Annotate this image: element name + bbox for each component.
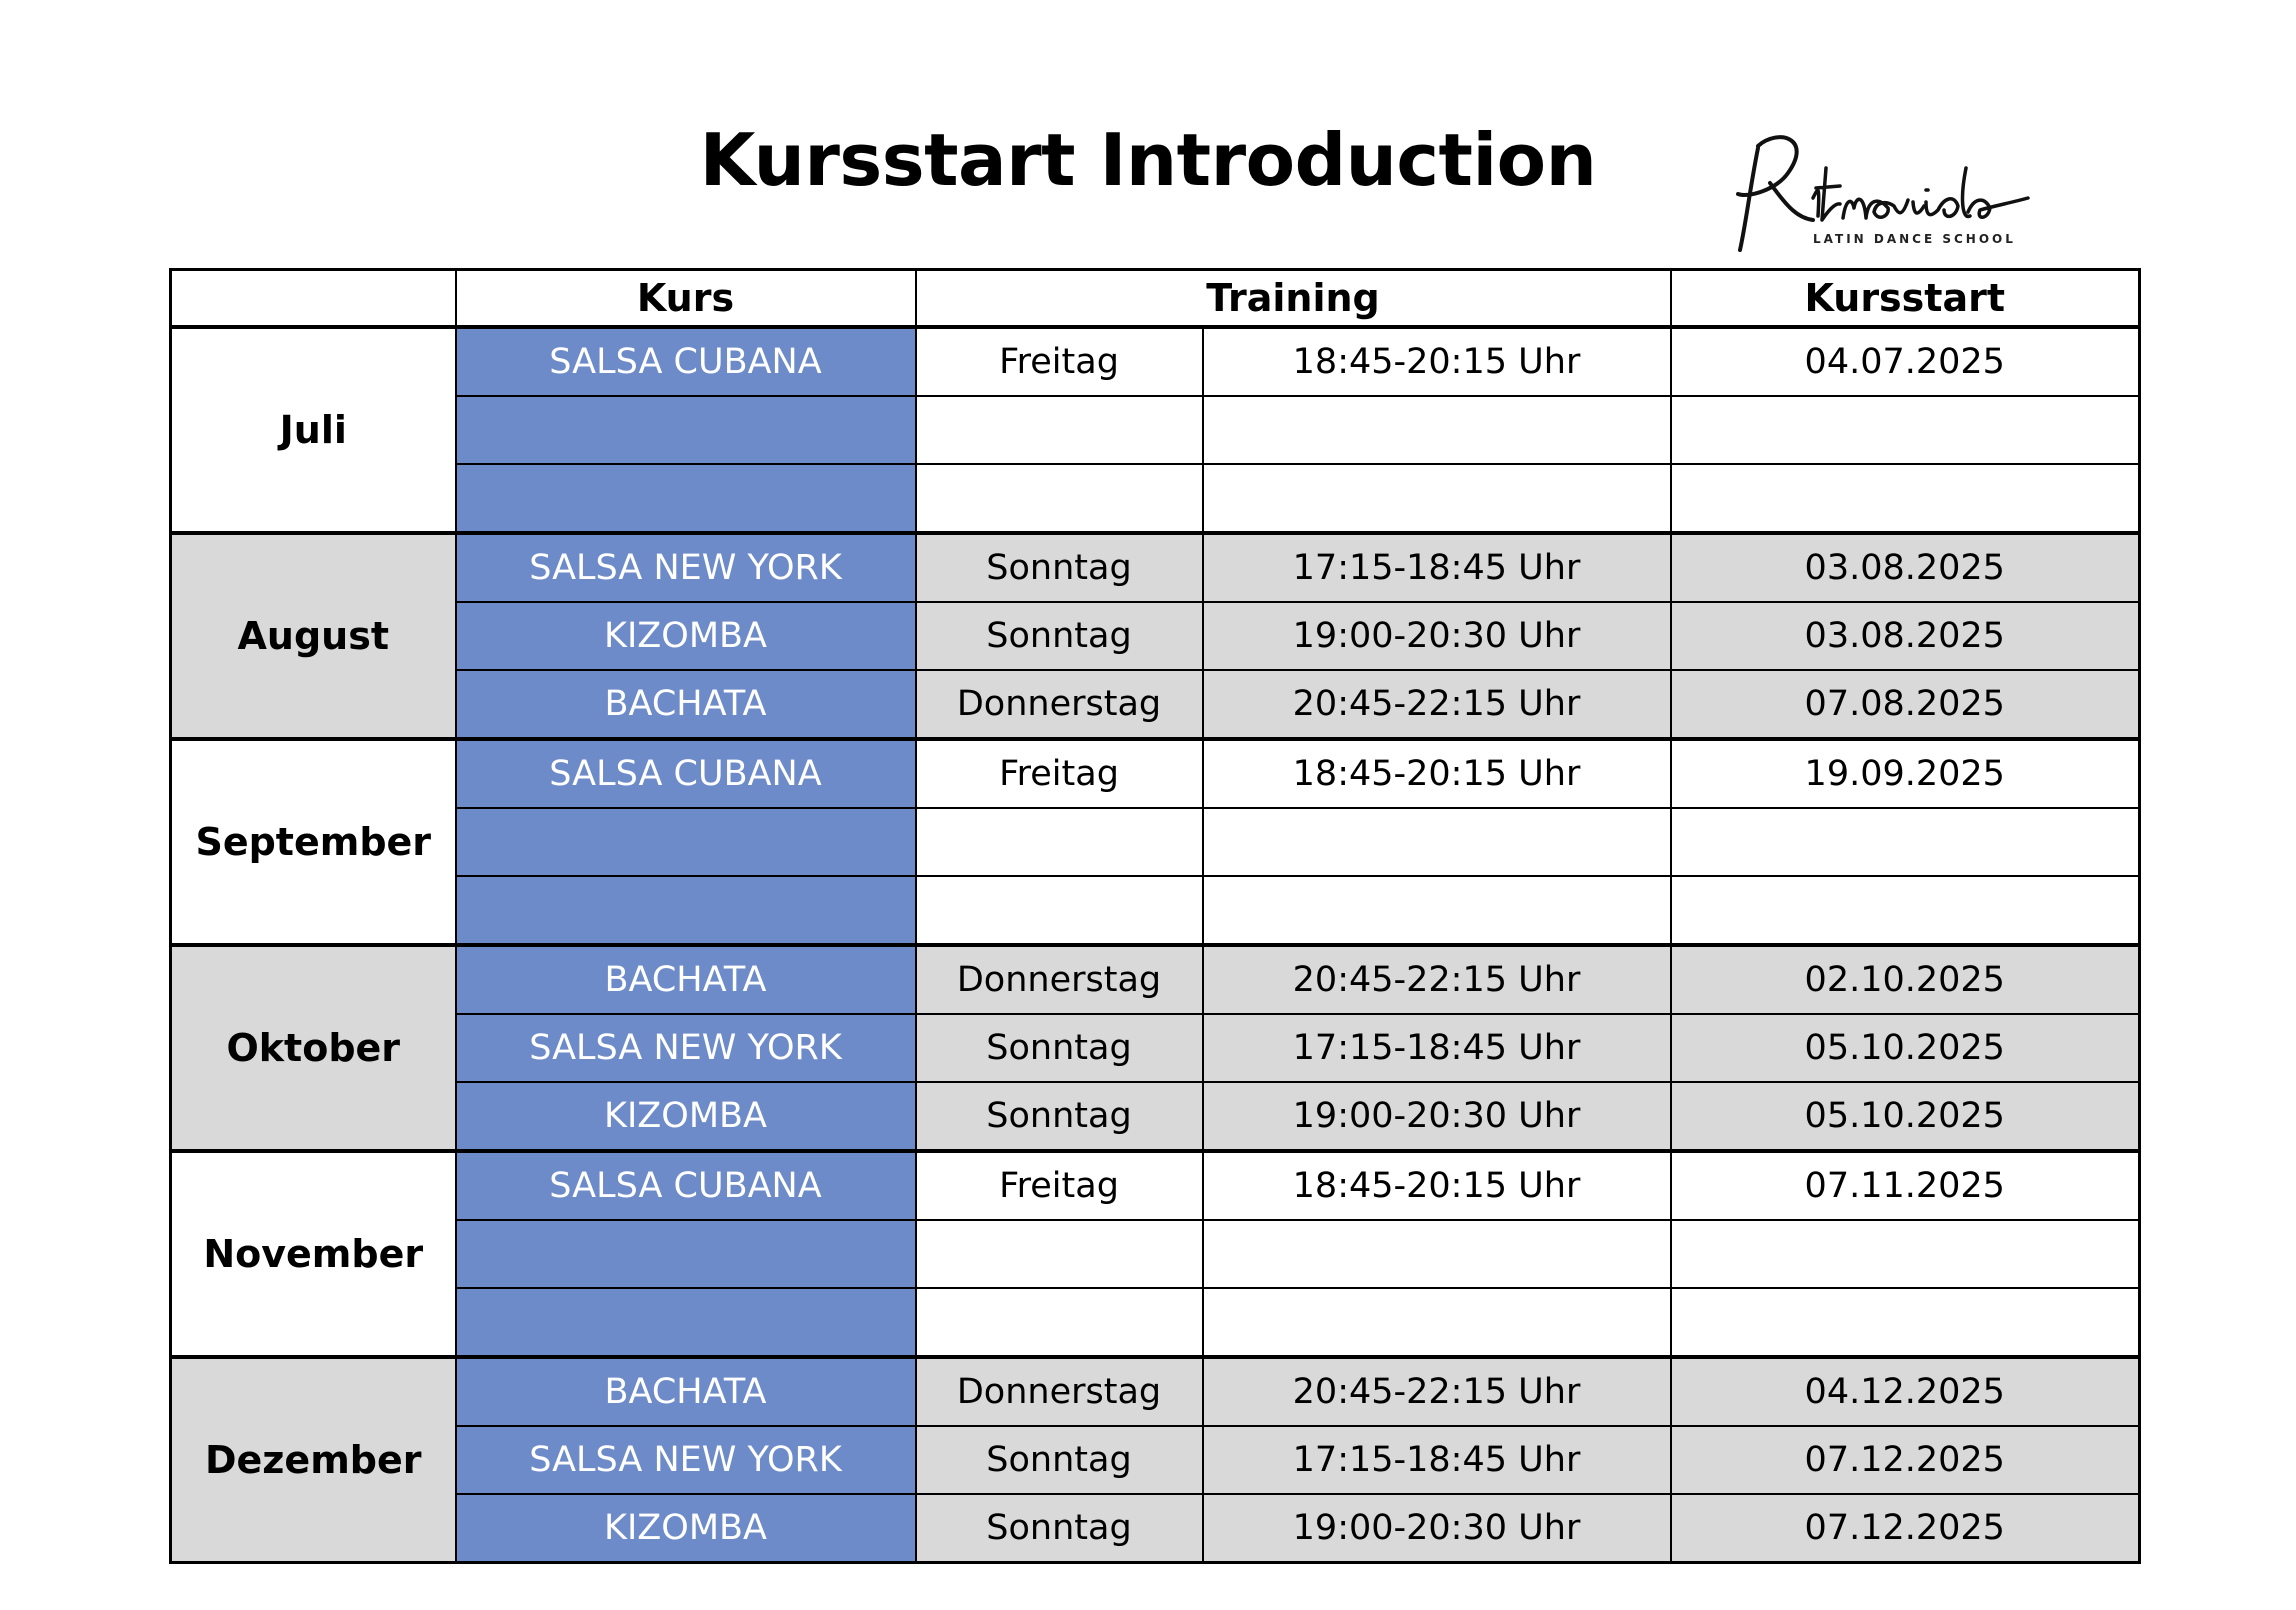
course-cell bbox=[456, 396, 916, 464]
table-row bbox=[171, 533, 2140, 602]
time-cell: 20:45-22:15 Uhr bbox=[1203, 1357, 1671, 1426]
table-row bbox=[171, 739, 2140, 808]
start-date-cell: 07.08.2025 bbox=[1671, 670, 2140, 739]
table-row bbox=[171, 1288, 2140, 1357]
start-date-cell: 19.09.2025 bbox=[1671, 739, 2140, 808]
month-label: Oktober bbox=[171, 945, 456, 1151]
course-cell bbox=[456, 1220, 916, 1288]
weekday-cell bbox=[916, 1220, 1203, 1288]
table-row bbox=[171, 808, 2140, 876]
start-date-cell: 03.08.2025 bbox=[1671, 533, 2140, 602]
course-cell: KIZOMBA bbox=[456, 1082, 916, 1151]
weekday-cell bbox=[916, 808, 1203, 876]
start-date-cell bbox=[1671, 808, 2140, 876]
time-cell: 18:45-20:15 Uhr bbox=[1203, 327, 1671, 396]
start-date-cell: 04.07.2025 bbox=[1671, 327, 2140, 396]
start-date-cell: 07.12.2025 bbox=[1671, 1426, 2140, 1494]
start-date-cell: 04.12.2025 bbox=[1671, 1357, 2140, 1426]
course-cell: SALSA NEW YORK bbox=[456, 1426, 916, 1494]
course-cell: BACHATA bbox=[456, 945, 916, 1014]
time-cell bbox=[1203, 1288, 1671, 1357]
table-row bbox=[171, 876, 2140, 945]
course-cell: KIZOMBA bbox=[456, 1494, 916, 1563]
table-row bbox=[171, 1494, 2140, 1563]
weekday-cell: Freitag bbox=[916, 327, 1203, 396]
table-body bbox=[171, 327, 2140, 1563]
start-date-cell bbox=[1671, 1220, 2140, 1288]
table-row bbox=[171, 1426, 2140, 1494]
course-cell bbox=[456, 808, 916, 876]
weekday-cell: Sonntag bbox=[916, 1082, 1203, 1151]
start-date-cell bbox=[1671, 464, 2140, 533]
start-date-cell: 05.10.2025 bbox=[1671, 1082, 2140, 1151]
time-cell: 17:15-18:45 Uhr bbox=[1203, 1014, 1671, 1082]
weekday-cell: Sonntag bbox=[916, 1014, 1203, 1082]
table-row bbox=[171, 945, 2140, 1014]
header-kursstart: Kursstart bbox=[1671, 270, 2140, 328]
weekday-cell bbox=[916, 464, 1203, 533]
time-cell: 19:00-20:30 Uhr bbox=[1203, 602, 1671, 670]
weekday-cell: Donnerstag bbox=[916, 1357, 1203, 1426]
table-row bbox=[171, 327, 2140, 396]
table-row bbox=[171, 1220, 2140, 1288]
time-cell bbox=[1203, 876, 1671, 945]
weekday-cell: Sonntag bbox=[916, 533, 1203, 602]
weekday-cell bbox=[916, 1288, 1203, 1357]
weekday-cell: Freitag bbox=[916, 1151, 1203, 1220]
time-cell: 20:45-22:15 Uhr bbox=[1203, 945, 1671, 1014]
course-cell: SALSA CUBANA bbox=[456, 327, 916, 396]
course-cell: SALSA NEW YORK bbox=[456, 533, 916, 602]
start-date-cell: 05.10.2025 bbox=[1671, 1014, 2140, 1082]
start-date-cell bbox=[1671, 1288, 2140, 1357]
time-cell bbox=[1203, 396, 1671, 464]
month-label: August bbox=[171, 533, 456, 739]
weekday-cell bbox=[916, 876, 1203, 945]
weekday-cell: Sonntag bbox=[916, 602, 1203, 670]
course-cell: SALSA CUBANA bbox=[456, 739, 916, 808]
course-cell bbox=[456, 464, 916, 533]
table-row bbox=[171, 1151, 2140, 1220]
course-cell: KIZOMBA bbox=[456, 602, 916, 670]
table-row bbox=[171, 464, 2140, 533]
start-date-cell: 02.10.2025 bbox=[1671, 945, 2140, 1014]
time-cell bbox=[1203, 1220, 1671, 1288]
table-row bbox=[171, 396, 2140, 464]
time-cell: 19:00-20:30 Uhr bbox=[1203, 1082, 1671, 1151]
header-training: Training bbox=[916, 270, 1671, 328]
weekday-cell: Donnerstag bbox=[916, 945, 1203, 1014]
course-schedule-table bbox=[169, 268, 2141, 1564]
course-cell: SALSA NEW YORK bbox=[456, 1014, 916, 1082]
page-title-text: Kursstart Introduction bbox=[699, 118, 1597, 202]
time-cell: 19:00-20:30 Uhr bbox=[1203, 1494, 1671, 1563]
time-cell: 17:15-18:45 Uhr bbox=[1203, 1426, 1671, 1494]
table-row bbox=[171, 602, 2140, 670]
course-cell bbox=[456, 1288, 916, 1357]
course-cell: BACHATA bbox=[456, 1357, 916, 1426]
table-row bbox=[171, 1014, 2140, 1082]
start-date-cell: 07.12.2025 bbox=[1671, 1494, 2140, 1563]
logo-tagline: LATIN DANCE SCHOOL bbox=[1813, 232, 2016, 246]
table-header-row bbox=[171, 270, 2140, 328]
start-date-cell: 03.08.2025 bbox=[1671, 602, 2140, 670]
time-cell bbox=[1203, 464, 1671, 533]
ritmovida-logo bbox=[1718, 128, 2038, 258]
course-cell: BACHATA bbox=[456, 670, 916, 739]
start-date-cell: 07.11.2025 bbox=[1671, 1151, 2140, 1220]
month-label: Juli bbox=[171, 327, 456, 533]
start-date-cell bbox=[1671, 876, 2140, 945]
weekday-cell: Sonntag bbox=[916, 1426, 1203, 1494]
time-cell bbox=[1203, 808, 1671, 876]
weekday-cell: Donnerstag bbox=[916, 670, 1203, 739]
table-row bbox=[171, 670, 2140, 739]
month-label: Dezember bbox=[171, 1357, 456, 1563]
month-label: November bbox=[171, 1151, 456, 1357]
time-cell: 18:45-20:15 Uhr bbox=[1203, 1151, 1671, 1220]
weekday-cell: Freitag bbox=[916, 739, 1203, 808]
start-date-cell bbox=[1671, 396, 2140, 464]
header-month bbox=[171, 270, 456, 328]
time-cell: 20:45-22:15 Uhr bbox=[1203, 670, 1671, 739]
course-cell: SALSA CUBANA bbox=[456, 1151, 916, 1220]
table-row bbox=[171, 1082, 2140, 1151]
weekday-cell bbox=[916, 396, 1203, 464]
weekday-cell: Sonntag bbox=[916, 1494, 1203, 1563]
course-cell bbox=[456, 876, 916, 945]
time-cell: 18:45-20:15 Uhr bbox=[1203, 739, 1671, 808]
month-label: September bbox=[171, 739, 456, 945]
header-kurs: Kurs bbox=[456, 270, 916, 328]
time-cell: 17:15-18:45 Uhr bbox=[1203, 533, 1671, 602]
table-row bbox=[171, 1357, 2140, 1426]
